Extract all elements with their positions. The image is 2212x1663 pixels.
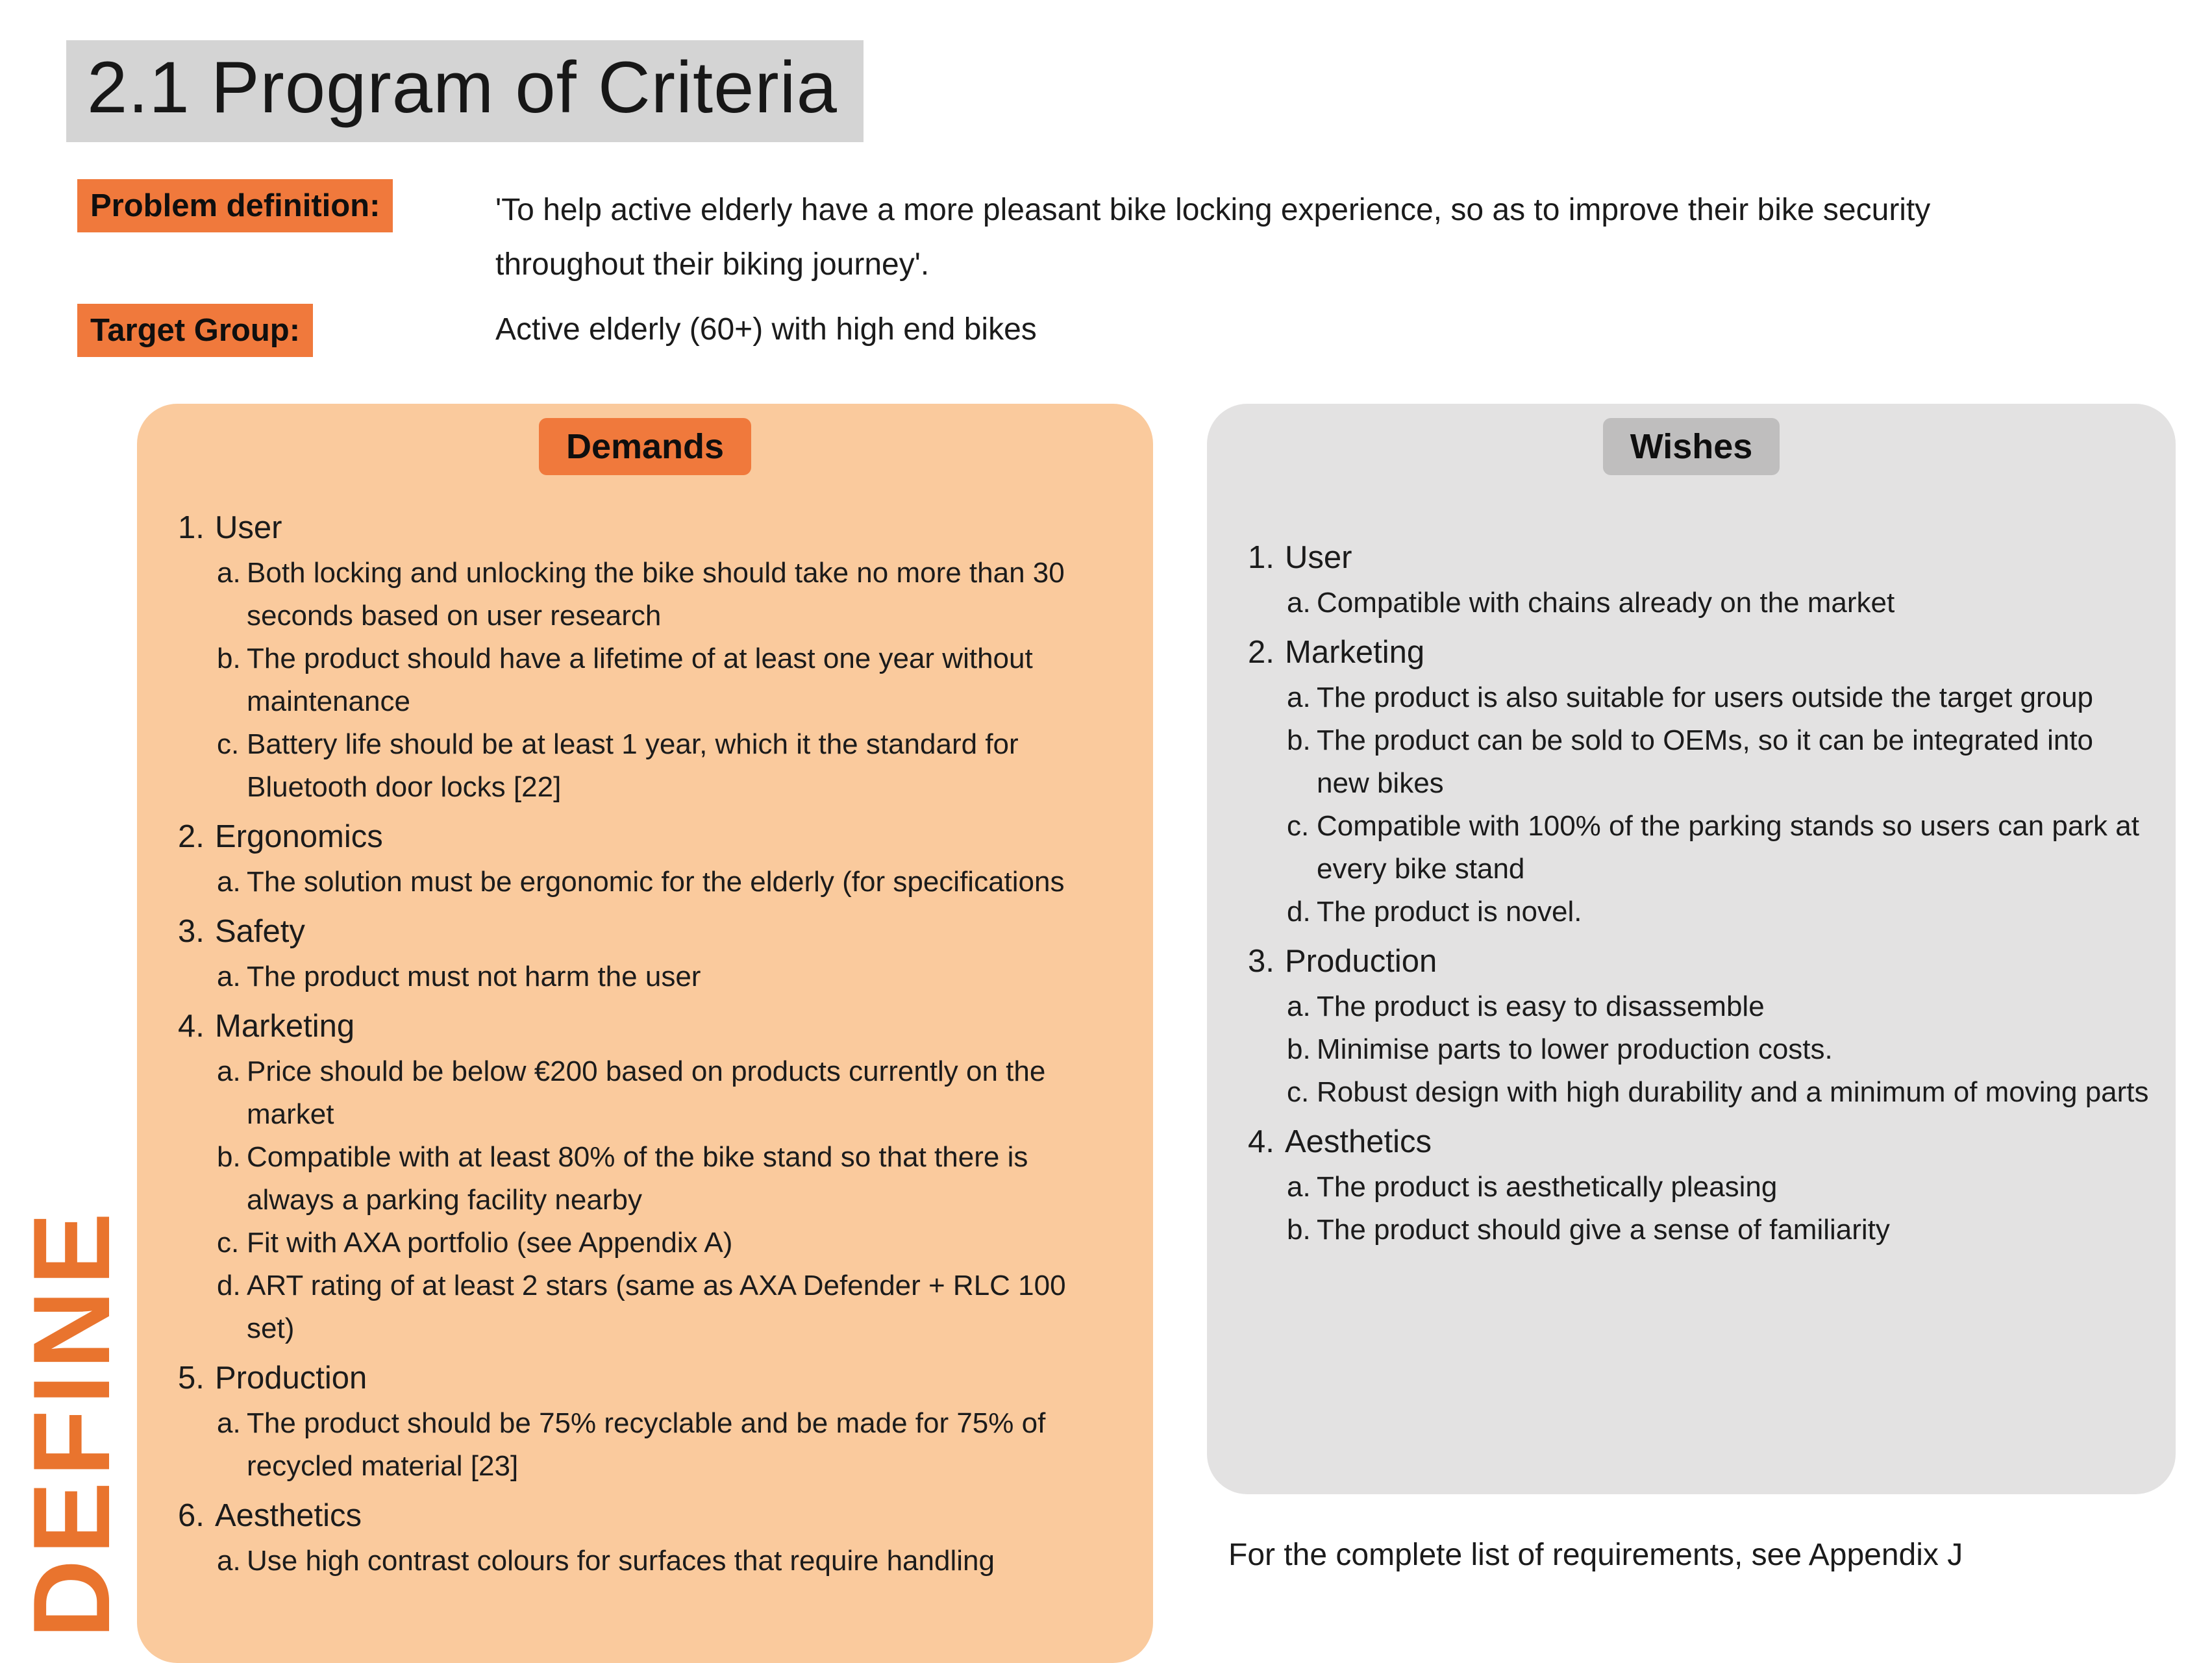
section-header [178, 1354, 1106, 1402]
wishes-list [1207, 534, 2176, 1251]
item-letter: a. [1287, 682, 1311, 713]
section-number: 2. [1248, 635, 1274, 670]
section-number: 4. [178, 1009, 205, 1044]
item-text: Both locking and unlocking the bike should take no more than 30 seconds based on user research [247, 557, 1065, 632]
page-title: 2.1 Program of Criteria [66, 40, 864, 142]
item-letter: b. [1287, 724, 1311, 756]
criteria-item [217, 955, 1106, 998]
item-letter: a. [217, 1407, 241, 1439]
criteria-item [1287, 985, 2150, 1028]
criteria-item [217, 1540, 1106, 1583]
criteria-section [1248, 534, 2150, 624]
section-number: 1. [1248, 540, 1274, 575]
wishes-badge: Wishes [1603, 418, 1780, 475]
section-number: 3. [178, 914, 205, 949]
item-letter: d. [1287, 896, 1311, 928]
item-text: The product should give a sense of familiarity [1317, 1214, 1890, 1246]
section-header [178, 907, 1106, 955]
item-letter: a. [217, 866, 241, 898]
item-text: The product is aesthetically pleasing [1317, 1171, 1778, 1203]
item-letter: a. [1287, 991, 1311, 1022]
wishes-panel [1207, 404, 2176, 1494]
criteria-section [1248, 628, 2150, 933]
section-header [178, 813, 1106, 861]
criteria-item [217, 1264, 1106, 1350]
criteria-section [178, 813, 1106, 904]
item-text: Compatible with 100% of the parking stands so users can park at every bike stand [1317, 810, 2139, 885]
item-text: The product is easy to disassemble [1317, 991, 1765, 1022]
section-name: Ergonomics [215, 819, 383, 854]
item-text: The product must not harm the user [247, 961, 701, 992]
item-text: Battery life should be at least 1 year, which it the standard for Bluetooth door locks [22] [247, 728, 1019, 803]
section-header [1248, 628, 2150, 676]
criteria-section [1248, 937, 2150, 1114]
item-text: The solution must be ergonomic for the elderly (for specifications [247, 866, 1065, 898]
criteria-item [217, 861, 1106, 904]
criteria-item [217, 1050, 1106, 1136]
criteria-item [1287, 1166, 2150, 1209]
item-text: The product should have a lifetime of at least one year without maintenance [247, 643, 1033, 717]
section-number: 3. [1248, 944, 1274, 979]
item-letter: c. [217, 728, 240, 760]
section-name: User [215, 510, 282, 545]
criteria-item [1287, 1209, 2150, 1251]
section-name: Marketing [1285, 635, 1425, 670]
section-header [178, 1002, 1106, 1050]
item-text: Compatible with at least 80% of the bike stand so that there is always a parking facility nearby [247, 1141, 1028, 1216]
section-name: Aesthetics [215, 1498, 362, 1533]
item-text: Robust design with high durability and a minimum of moving parts [1317, 1076, 2149, 1108]
item-letter: c. [1287, 1076, 1310, 1108]
criteria-section [178, 504, 1106, 809]
item-letter: b. [1287, 1214, 1311, 1246]
section-number: 4. [1248, 1124, 1274, 1159]
item-text: Price should be below €200 based on products currently on the market [247, 1055, 1046, 1130]
section-header [178, 1492, 1106, 1540]
section-header [178, 504, 1106, 552]
problem-definition-text: 'To help active elderly have a more pleasant bike locking experience, so as to improve their bike security throughout their biking journey'. [495, 193, 1931, 282]
appendix-footnote: For the complete list of requirements, see Appendix J [1228, 1538, 1963, 1572]
define-side-label: DEFINE [10, 1207, 132, 1638]
section-name: User [1285, 540, 1352, 575]
item-text: The product is also suitable for users outside the target group [1317, 682, 2094, 713]
target-group-label: Target Group: [77, 304, 313, 357]
criteria-item [217, 1402, 1106, 1488]
section-name: Production [1285, 944, 1437, 979]
criteria-item [217, 723, 1106, 809]
section-number: 2. [178, 819, 205, 854]
criteria-item [1287, 719, 2150, 805]
criteria-item [1287, 805, 2150, 891]
section-number: 1. [178, 510, 205, 545]
item-text: ART rating of at least 2 stars (same as AXA Defender + RLC 100 set) [247, 1270, 1066, 1344]
criteria-item [1287, 676, 2150, 719]
section-name: Production [215, 1361, 367, 1396]
criteria-item [217, 552, 1106, 637]
criteria-item [217, 637, 1106, 723]
criteria-item [217, 1136, 1106, 1222]
section-name: Marketing [215, 1009, 355, 1044]
item-text: Compatible with chains already on the market [1317, 587, 1895, 619]
criteria-section [178, 907, 1106, 998]
section-name: Safety [215, 914, 305, 949]
demands-badge: Demands [539, 418, 751, 475]
demands-list [137, 504, 1153, 1583]
criteria-item [1287, 582, 2150, 624]
criteria-item [1287, 1071, 2150, 1114]
item-letter: a. [217, 1545, 241, 1577]
target-group-text: Active elderly (60+) with high end bikes [495, 312, 1037, 347]
item-text: Minimise parts to lower production costs. [1317, 1033, 1833, 1065]
item-letter: d. [217, 1270, 241, 1301]
item-letter: b. [217, 643, 241, 674]
criteria-item [217, 1222, 1106, 1264]
criteria-item [1287, 1028, 2150, 1071]
section-header [1248, 1118, 2150, 1166]
criteria-item [1287, 891, 2150, 933]
item-letter: c. [217, 1227, 240, 1259]
section-header [1248, 534, 2150, 582]
criteria-section [1248, 1118, 2150, 1251]
item-text: Use high contrast colours for surfaces that require handling [247, 1545, 995, 1577]
section-number: 5. [178, 1361, 205, 1396]
item-letter: b. [1287, 1033, 1311, 1065]
item-text: The product can be sold to OEMs, so it can be integrated into new bikes [1317, 724, 2094, 799]
criteria-section [178, 1492, 1106, 1583]
item-letter: a. [217, 961, 241, 992]
item-letter: a. [1287, 1171, 1311, 1203]
criteria-section [178, 1002, 1106, 1350]
section-name: Aesthetics [1285, 1124, 1432, 1159]
item-text: Fit with AXA portfolio (see Appendix A) [247, 1227, 733, 1259]
item-letter: c. [1287, 810, 1310, 842]
item-letter: a. [1287, 587, 1311, 619]
item-text: The product is novel. [1317, 896, 1582, 928]
problem-definition-label: Problem definition: [77, 179, 393, 232]
criteria-section [178, 1354, 1106, 1488]
item-letter: b. [217, 1141, 241, 1173]
item-letter: a. [217, 557, 241, 589]
item-text: The product should be 75% recyclable and be made for 75% of recycled material [23] [247, 1407, 1046, 1482]
demands-panel [137, 404, 1153, 1663]
section-header [1248, 937, 2150, 985]
item-letter: a. [217, 1055, 241, 1087]
section-number: 6. [178, 1498, 205, 1533]
